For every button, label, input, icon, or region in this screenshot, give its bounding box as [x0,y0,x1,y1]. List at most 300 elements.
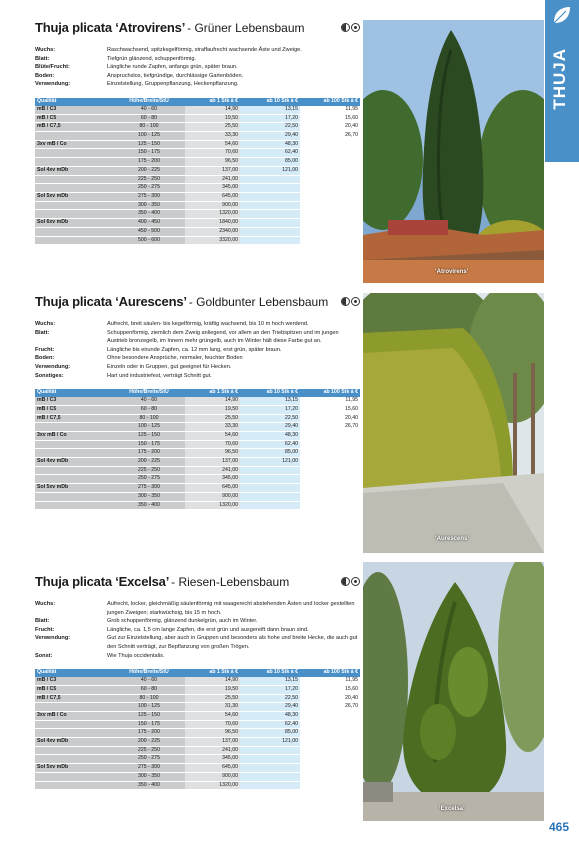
price-1-cell: 33,30 [185,132,240,141]
price-10-cell: 48,30 [240,140,300,149]
table-row [35,227,360,236]
price-100-cell [300,475,360,484]
quality-cell [35,149,113,158]
properties-list [35,46,360,89]
partial-shade-icon [341,577,350,586]
quality-cell [35,210,113,219]
property-row: Frucht: Längliche bis eirunde Zapfen, ca. 12 mm lang, erst grün, später braun. [35,346,282,353]
size-cell: 60 - 80 [113,685,185,694]
size-cell: 200 - 225 [113,458,185,467]
col-header-price-10: ab 10 Stk à € [240,669,300,677]
price-10-cell: 13,15 [240,397,300,405]
photo-caption: ‘Atrovirens’ [435,269,469,275]
size-cell: 150 - 175 [113,440,185,449]
price-10-cell: 85,00 [240,729,300,738]
size-cell: 225 - 250 [113,466,185,475]
table-row [35,492,360,501]
price-100-cell [300,738,360,747]
quality-cell: mB / C3 [35,677,113,685]
price-100-cell [300,501,360,510]
table-row [35,158,360,167]
property-row: Boden: Ohne besondere Ansprüche, normaler, feuchter Boden [35,355,243,362]
table-row [35,711,360,720]
quality-cell [35,781,113,790]
table-row [35,166,360,175]
col-header-price-10: ab 10 Stk à € [240,98,300,106]
property-row: Wuchs: Aufrecht, breit säulen- bis kegelförmig, kräftig wachsend, bis 10 m hoch werdend. [35,321,309,327]
price-100-cell [300,729,360,738]
product-subtitle: - Goldbunter Lebensbaum [188,295,329,309]
price-100-cell [300,236,360,245]
table-row [35,123,360,132]
size-cell: 175 - 200 [113,729,185,738]
price-1-cell: 33,30 [185,423,240,432]
price-1-cell: 54,60 [185,711,240,720]
size-cell: 275 - 300 [113,193,185,202]
price-1-cell: 241,00 [185,175,240,184]
property-row: Blatt: Grob schuppenförmig, glänzend dunkelgrün, auch im Winter. [35,618,258,625]
price-100-cell [300,210,360,219]
partial-shade-icon [341,23,350,32]
col-header-quality: Qualität [35,389,113,397]
price-1-cell: 14,90 [185,677,240,685]
col-header-quality: Qualität [35,98,113,106]
light-requirement-icons [341,297,360,306]
quality-cell [35,772,113,781]
quality-cell: Sol 5xv mDb [35,193,113,202]
size-cell: 125 - 150 [113,431,185,440]
quality-cell [35,184,113,193]
col-header-size: Höhe/Breite/StU [113,389,185,397]
price-1-cell: 1320,00 [185,210,240,219]
price-10-cell: 29,40 [240,132,300,141]
property-row: Boden: Anspruchslos, tiefgründige, durchlässige Gartenböden. [35,72,244,79]
price-1-cell: 345,00 [185,755,240,764]
price-1-cell: 345,00 [185,184,240,193]
property-row: Sonst: Wie Thuja occidentalis. [35,652,165,659]
size-cell: 350 - 400 [113,501,185,510]
quality-cell [35,227,113,236]
product-title: Thuja plicata ‘Aurescens’ [35,294,187,309]
quality-cell [35,449,113,458]
price-10-cell [240,227,300,236]
price-10-cell [240,772,300,781]
table-row [35,236,360,245]
size-cell: 150 - 175 [113,720,185,729]
size-cell: 40 - 60 [113,106,185,114]
partial-shade-icon [341,297,350,306]
price-1-cell: 645,00 [185,193,240,202]
photo-caption: ‘Excelsa’ [439,806,465,812]
table-row [35,449,360,458]
price-1-cell: 31,30 [185,703,240,712]
quality-cell [35,492,113,501]
price-100-cell [300,492,360,501]
table-row [35,746,360,755]
price-100-cell [300,149,360,158]
table-row [35,703,360,712]
price-10-cell [240,210,300,219]
price-10-cell [240,184,300,193]
light-requirement-icons [341,577,360,586]
quality-cell [35,158,113,167]
price-100-cell [300,201,360,210]
price-10-cell [240,466,300,475]
price-100-cell [300,193,360,202]
price-100-cell [300,431,360,440]
price-1-cell: 70,60 [185,720,240,729]
quality-cell [35,729,113,738]
size-cell: 100 - 125 [113,132,185,141]
quality-cell [35,501,113,510]
price-10-cell [240,484,300,493]
table-row [35,677,360,685]
size-cell: 300 - 350 [113,201,185,210]
price-table [35,389,360,510]
properties-list [35,320,360,380]
price-1-cell: 900,00 [185,772,240,781]
price-1-cell: 14,90 [185,397,240,405]
price-10-cell: 17,20 [240,114,300,123]
price-1-cell: 137,00 [185,458,240,467]
price-1-cell: 19,50 [185,685,240,694]
price-1-cell: 96,50 [185,729,240,738]
size-cell: 175 - 200 [113,449,185,458]
price-1-cell: 345,00 [185,475,240,484]
price-100-cell [300,764,360,773]
price-10-cell: 13,15 [240,677,300,685]
price-10-cell: 121,00 [240,738,300,747]
table-row [35,106,360,114]
quality-cell: 3xv mB / Co [35,140,113,149]
size-cell: 60 - 80 [113,405,185,414]
quality-cell [35,132,113,141]
price-10-cell [240,764,300,773]
price-100-cell [300,466,360,475]
table-row [35,484,360,493]
property-row: Verwendung: Gut zur Einzelstellung, aber auch in Gruppen und besonders als hohe und breite Hecke, die auch gut den Schnitt verträgt, zur Bepflanzung von großen Trögen. [35,635,358,650]
price-1-cell: 3320,00 [185,236,240,245]
price-1-cell: 2340,00 [185,227,240,236]
quality-cell: Sol 4xv mDb [35,166,113,175]
quality-cell: mB / C7,5 [35,414,113,423]
size-cell: 300 - 350 [113,492,185,501]
size-cell: 40 - 60 [113,397,185,405]
price-1-cell: 137,00 [185,166,240,175]
price-1-cell: 14,90 [185,106,240,114]
price-10-cell: 62,40 [240,720,300,729]
product-title: Thuja plicata ‘Atrovirens’ [35,20,186,35]
product-subtitle: - Grüner Lebensbaum [187,21,305,35]
price-10-cell: 85,00 [240,449,300,458]
category-label: THUJA [550,48,569,110]
quality-cell [35,423,113,432]
sun-icon [351,23,360,32]
size-cell: 500 - 600 [113,236,185,245]
table-row [35,685,360,694]
size-cell: 100 - 125 [113,423,185,432]
size-cell: 350 - 400 [113,781,185,790]
price-1-cell: 54,60 [185,431,240,440]
size-cell: 200 - 225 [113,738,185,747]
price-10-cell [240,746,300,755]
price-100-cell [300,140,360,149]
price-1-cell: 19,50 [185,114,240,123]
col-header-price-1: ab 1 Stk à € [185,98,240,106]
quality-cell: mB / C3 [35,106,113,114]
price-100-cell [300,440,360,449]
quality-cell [35,175,113,184]
table-row [35,210,360,219]
table-row [35,423,360,432]
price-10-cell [240,501,300,510]
size-cell: 125 - 150 [113,140,185,149]
price-10-cell: 29,40 [240,423,300,432]
page-number: 465 [548,820,569,834]
price-10-cell: 17,20 [240,685,300,694]
price-100-cell [300,158,360,167]
price-1-cell: 25,50 [185,123,240,132]
table-row [35,738,360,747]
price-1-cell: 1320,00 [185,781,240,790]
size-cell: 250 - 275 [113,184,185,193]
product-section-aurescens [35,294,360,510]
price-table [35,669,360,790]
price-10-cell [240,475,300,484]
size-cell: 100 - 125 [113,703,185,712]
price-100-cell: 20,40 [300,123,360,132]
size-cell: 60 - 80 [113,114,185,123]
col-header-price-1: ab 1 Stk à € [185,389,240,397]
quality-cell [35,466,113,475]
product-section-excelsa [35,574,360,790]
quality-cell [35,720,113,729]
table-row [35,140,360,149]
property-row: Sonstiges: Hart und industriefest, verträgt Schnitt gut. [35,372,212,379]
table-row [35,114,360,123]
quality-cell: Sol 4xv mDb [35,738,113,747]
quality-cell: 3xv mB / Co [35,431,113,440]
table-row [35,781,360,790]
price-100-cell: 15,60 [300,405,360,414]
price-10-cell: 62,40 [240,149,300,158]
col-header-quality: Qualität [35,669,113,677]
table-row [35,414,360,423]
quality-cell: 3xv mB / Co [35,711,113,720]
size-cell: 350 - 400 [113,210,185,219]
table-row [35,219,360,228]
size-cell: 125 - 150 [113,711,185,720]
table-row [35,755,360,764]
price-100-cell: 20,40 [300,414,360,423]
price-1-cell: 137,00 [185,738,240,747]
col-header-size: Höhe/Breite/StU [113,669,185,677]
table-row [35,458,360,467]
table-row [35,132,360,141]
size-cell: 300 - 350 [113,772,185,781]
table-row [35,193,360,202]
quality-cell: Sol 6xv mDb [35,219,113,228]
quality-cell: Sol 4xv mDb [35,458,113,467]
table-row [35,440,360,449]
quality-cell: mB / C3 [35,397,113,405]
price-100-cell [300,781,360,790]
price-10-cell: 22,50 [240,694,300,703]
price-10-cell [240,201,300,210]
price-100-cell [300,219,360,228]
size-cell: 80 - 100 [113,123,185,132]
sun-icon [351,577,360,586]
price-1-cell: 96,50 [185,449,240,458]
sun-icon [351,297,360,306]
price-1-cell: 70,60 [185,440,240,449]
table-row [35,184,360,193]
size-cell: 225 - 250 [113,175,185,184]
price-100-cell [300,175,360,184]
price-10-cell: 22,50 [240,414,300,423]
price-10-cell [240,175,300,184]
price-1-cell: 1320,00 [185,501,240,510]
property-row: Blüte/Frucht: Längliche runde Zapfen, anfangs grün, später braun. [35,64,238,71]
price-100-cell: 26,70 [300,703,360,712]
price-10-cell [240,193,300,202]
property-row: Verwendung: Einzeln oder in Gruppen, gut geeignet für Hecken. [35,363,232,370]
price-100-cell [300,720,360,729]
price-table [35,98,360,245]
quality-cell: mB / C7,5 [35,694,113,703]
price-1-cell: 70,60 [185,149,240,158]
table-row [35,431,360,440]
price-1-cell: 900,00 [185,492,240,501]
size-cell: 400 - 450 [113,219,185,228]
property-row: Frucht: Längliche, ca. 1,5 cm lange Zapfen, die erst grün und ausgereift dann braun sind. [35,626,309,633]
size-cell: 200 - 225 [113,166,185,175]
price-100-cell [300,449,360,458]
price-100-cell [300,484,360,493]
property-row: Wuchs: Aufrecht, locker, gleichmäßig säulenförmig mit waagerecht abstehenden Ästen und locker gestellten jungen Zweigen; starkwüchsig, bis 15 m hoch. [35,601,355,616]
table-row [35,201,360,210]
col-header-size: Höhe/Breite/StU [113,98,185,106]
price-1-cell: 25,50 [185,414,240,423]
quality-cell: mB / C7,5 [35,123,113,132]
price-100-cell [300,746,360,755]
property-row: Verwendung: Einzelstellung, Gruppenpflanzung, Heckenpflanzung. [35,81,239,88]
price-10-cell [240,781,300,790]
size-cell: 450 - 500 [113,227,185,236]
price-100-cell: 20,40 [300,694,360,703]
price-100-cell [300,711,360,720]
price-100-cell [300,184,360,193]
price-1-cell: 54,60 [185,140,240,149]
price-10-cell: 13,15 [240,106,300,114]
price-100-cell: 26,70 [300,423,360,432]
size-cell: 250 - 275 [113,755,185,764]
category-tab [545,0,579,162]
product-section-atrovirens [35,20,360,245]
leaf-icon [551,4,573,26]
price-100-cell [300,772,360,781]
quality-cell [35,201,113,210]
table-row [35,397,360,405]
price-10-cell: 62,40 [240,440,300,449]
price-1-cell: 1840,00 [185,219,240,228]
price-100-cell [300,166,360,175]
price-10-cell [240,492,300,501]
size-cell: 175 - 200 [113,158,185,167]
table-row [35,405,360,414]
col-header-price-1: ab 1 Stk à € [185,669,240,677]
price-1-cell: 900,00 [185,201,240,210]
price-100-cell: 15,60 [300,685,360,694]
quality-cell: mB / C5 [35,685,113,694]
quality-cell [35,755,113,764]
price-1-cell: 241,00 [185,746,240,755]
price-10-cell: 121,00 [240,458,300,467]
price-1-cell: 645,00 [185,484,240,493]
table-row [35,501,360,510]
table-row [35,729,360,738]
price-10-cell: 17,20 [240,405,300,414]
size-cell: 80 - 100 [113,694,185,703]
properties-list [35,600,360,660]
light-requirement-icons [341,23,360,32]
price-1-cell: 19,50 [185,405,240,414]
size-cell: 275 - 300 [113,484,185,493]
product-photo-excelsa [363,562,544,821]
table-row [35,764,360,773]
table-row [35,475,360,484]
size-cell: 275 - 300 [113,764,185,773]
photo-caption: ‘Aurescens’ [435,536,470,542]
price-100-cell [300,227,360,236]
product-photo-aurescens [363,293,544,553]
product-photo-atrovirens [363,20,544,283]
property-row: Wuchs: Raschwachsend, spitzkegelförmig, straffaufrecht wachsende Äste und Zweige. [35,47,302,53]
price-10-cell: 22,50 [240,123,300,132]
price-100-cell: 11,95 [300,677,360,685]
size-cell: 250 - 275 [113,475,185,484]
price-1-cell: 241,00 [185,466,240,475]
product-title: Thuja plicata ‘Excelsa’ [35,574,170,589]
quality-cell [35,703,113,712]
property-row: Blatt: Tiefgrün glänzend, schuppenförmig. [35,55,197,62]
price-10-cell: 121,00 [240,166,300,175]
col-header-price-100: ab 100 Stk à € [300,669,360,677]
table-row [35,772,360,781]
price-10-cell [240,755,300,764]
quality-cell: mB / C5 [35,405,113,414]
col-header-price-100: ab 100 Stk à € [300,389,360,397]
table-row [35,149,360,158]
price-100-cell: 26,70 [300,132,360,141]
price-1-cell: 96,50 [185,158,240,167]
product-subtitle: - Riesen-Lebensbaum [171,575,290,589]
price-10-cell: 48,30 [240,711,300,720]
price-10-cell: 29,40 [240,703,300,712]
price-100-cell: 11,95 [300,106,360,114]
price-100-cell: 15,60 [300,114,360,123]
quality-cell [35,236,113,245]
size-cell: 40 - 60 [113,677,185,685]
quality-cell: Sol 5xv mDb [35,764,113,773]
col-header-price-10: ab 10 Stk à € [240,389,300,397]
property-row: Blatt: Schuppenförmig, ziemlich dem Zweig anliegend, vor allem an den Triebspitzen und im jungen Austrieb bronzegelb, im Innern mehr grüngelb, auch im Winter hält diese Farbe gut an. [35,329,339,345]
price-10-cell: 48,30 [240,431,300,440]
quality-cell: Sol 5xv mDb [35,484,113,493]
quality-cell [35,475,113,484]
quality-cell [35,746,113,755]
price-1-cell: 645,00 [185,764,240,773]
